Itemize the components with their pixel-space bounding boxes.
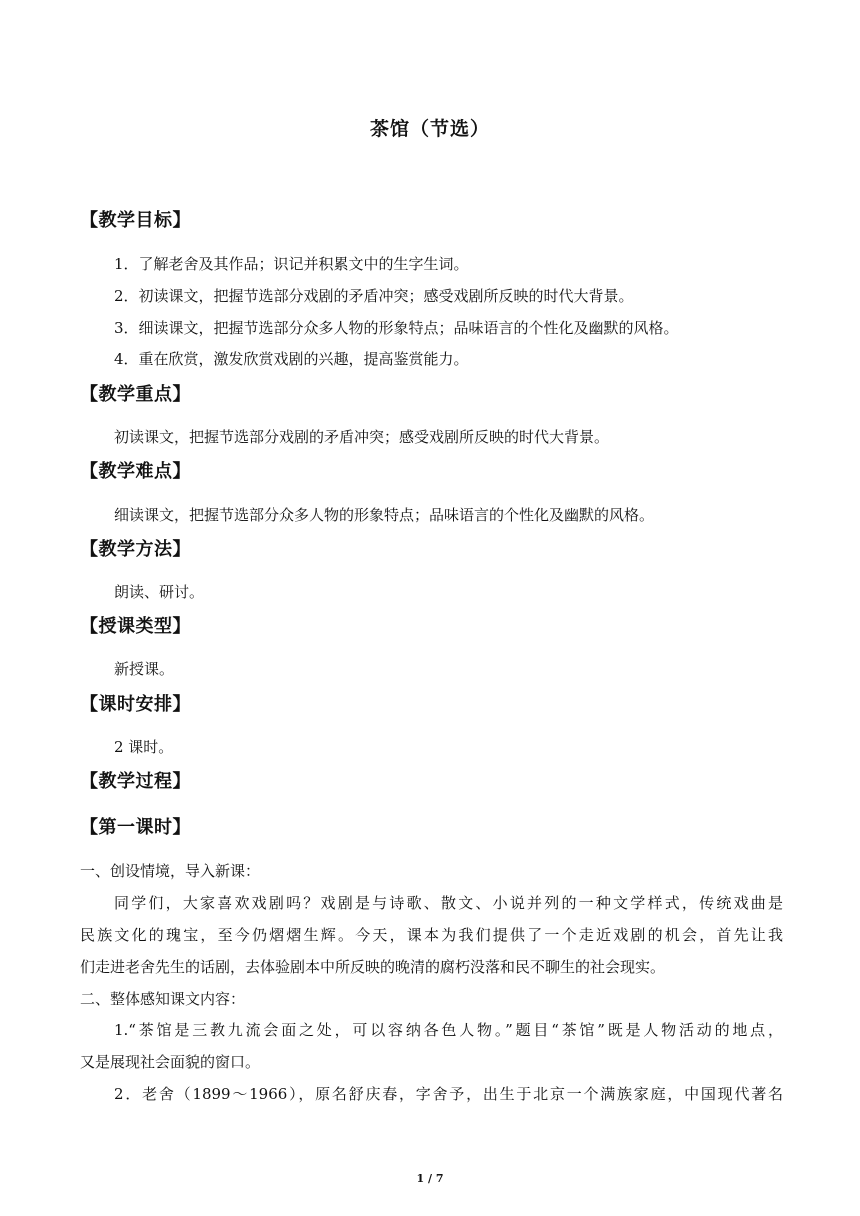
step1-line-2: 民族文化的瑰宝，至今仍熠熠生辉。今天，课本为我们提供了一个走近戏剧的机会，首先让我 [80, 926, 783, 944]
step2-item1-line-2: 又是展现社会面貌的窗口。 [80, 1053, 261, 1071]
key-points-text: 初读课文，把握节选部分戏剧的矛盾冲突；感受戏剧所反映的时代大背景。 [114, 428, 610, 446]
step2-item1-line-1: 1.“茶馆是三教九流会面之处，可以容纳各色人物。”题目“茶馆”既是人物活动的地点， [114, 1021, 783, 1039]
schedule-text: 2 课时。 [114, 738, 174, 756]
page-number: 1 / 7 [416, 1172, 444, 1185]
step2-title: 二、整体感知课文内容： [80, 990, 246, 1008]
heading-first-period: 【第一课时】 [80, 817, 191, 838]
step1-title: 一、创设情境，导入新课： [80, 862, 261, 880]
objective-item-3: 3．细读课文，把握节选部分众多人物的形象特点；品味语言的个性化及幽默的风格。 [114, 319, 679, 337]
step1-line-1: 同学们，大家喜欢戏剧吗？戏剧是与诗歌、散文、小说并列的一种文学样式，传统戏曲是 [114, 894, 783, 912]
heading-process: 【教学过程】 [80, 771, 191, 792]
difficulties-text: 细读课文，把握节选部分众多人物的形象特点；品味语言的个性化及幽默的风格。 [114, 506, 655, 524]
heading-lesson-type: 【授课类型】 [80, 616, 191, 637]
objective-item-2: 2．初读课文，把握节选部分戏剧的矛盾冲突；感受戏剧所反映的时代大背景。 [114, 287, 634, 305]
page-title: 茶馆（节选） [369, 118, 490, 140]
step2-item2-line-1: 2．老舍（1899～1966），原名舒庆春，字舍予，出生于北京一个满族家庭，中国现代著名 [114, 1085, 783, 1103]
heading-objectives: 【教学目标】 [80, 210, 191, 231]
step1-line-3: 们走进老舍先生的话剧，去体验剧本中所反映的晚清的腐朽没落和民不聊生的社会现实。 [80, 958, 666, 976]
heading-methods: 【教学方法】 [80, 539, 191, 560]
methods-text: 朗读、研讨。 [114, 583, 205, 601]
lesson-type-text: 新授课。 [114, 660, 175, 678]
heading-difficulties: 【教学难点】 [80, 461, 191, 482]
heading-key-points: 【教学重点】 [80, 384, 191, 405]
objective-item-1: 1．了解老舍及其作品；识记并积累文中的生字生词。 [114, 255, 469, 273]
heading-schedule: 【课时安排】 [80, 694, 191, 715]
objective-item-4: 4．重在欣赏，激发欣赏戏剧的兴趣，提高鉴赏能力。 [114, 350, 469, 368]
